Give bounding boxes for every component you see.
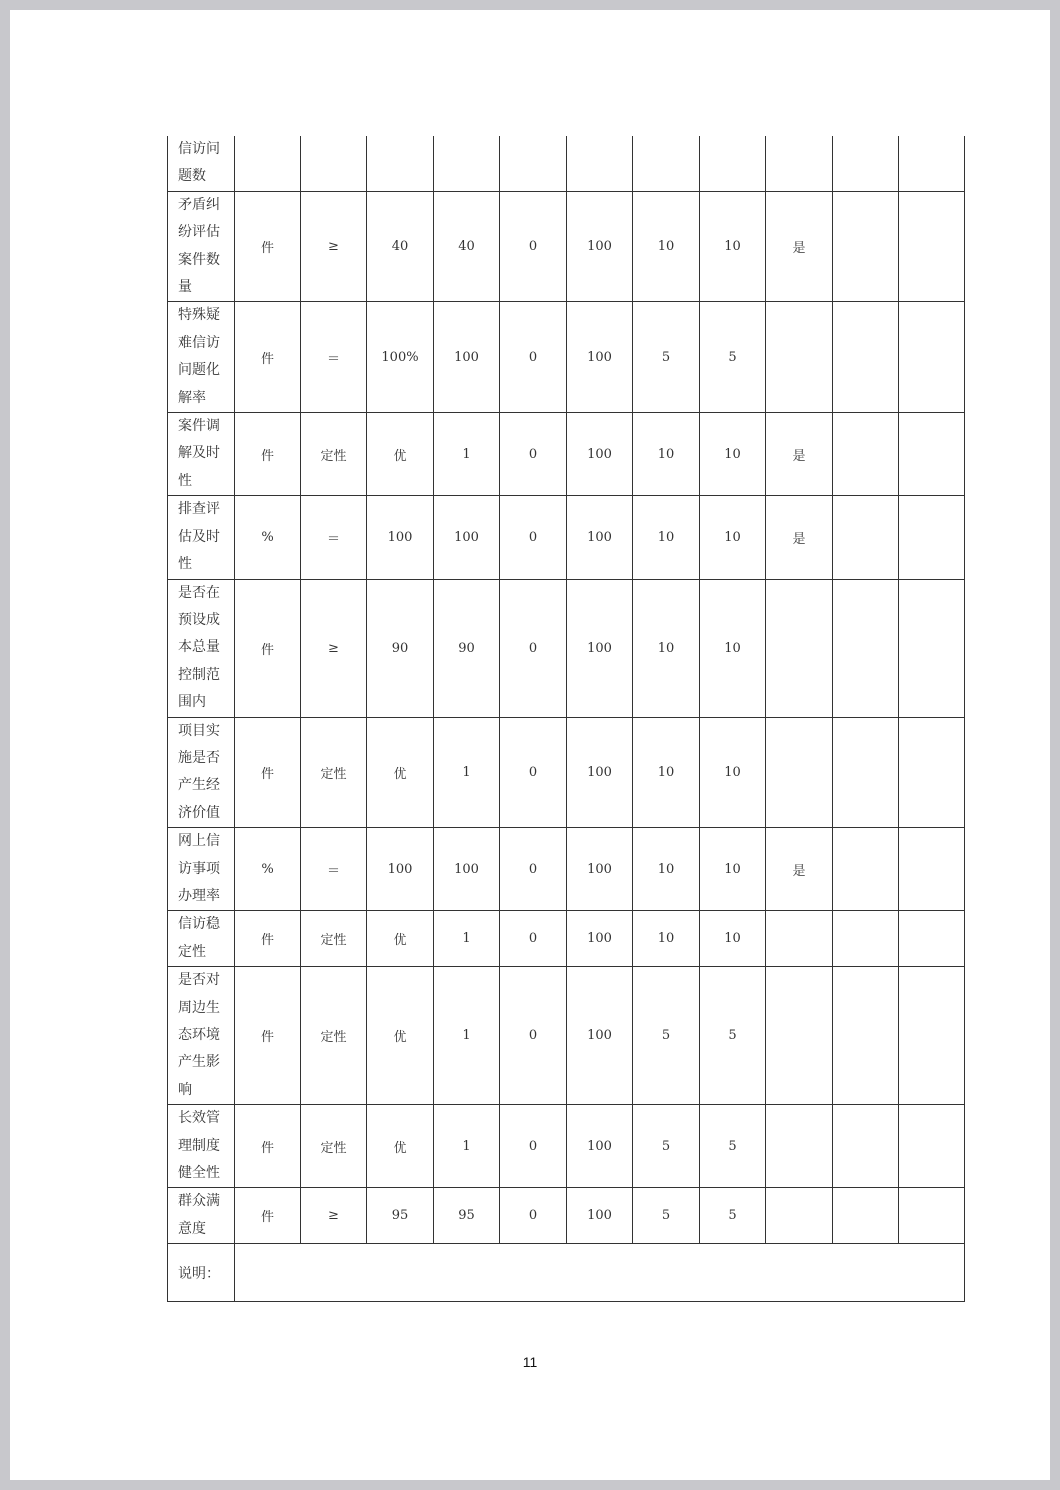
cell-name: 群众满意度 — [168, 1188, 235, 1244]
cell-name: 矛盾纠纷评估案件数量 — [168, 191, 235, 302]
cell-mark — [766, 579, 833, 717]
cell-target: 优 — [367, 717, 434, 828]
cell-actual: 100 — [434, 302, 500, 413]
cell-unit: 件 — [235, 579, 301, 717]
table-row — [168, 579, 965, 717]
cell-deviation: 0 — [500, 302, 567, 413]
cell-weight: 10 — [633, 413, 700, 496]
cell-actual: 90 — [434, 579, 500, 717]
cell-rate: 100 — [567, 967, 633, 1105]
cell-c11 — [833, 967, 899, 1105]
cell-score: 5 — [700, 1188, 766, 1244]
cell-actual: 1 — [434, 911, 500, 967]
cell-target: 90 — [367, 579, 434, 717]
cell-unit: % — [235, 496, 301, 579]
table-row — [168, 967, 965, 1105]
cell-weight — [633, 136, 700, 191]
cell-rate: 100 — [567, 496, 633, 579]
cell-actual: 1 — [434, 1105, 500, 1188]
cell-target: 100 — [367, 828, 434, 911]
cell-score: 10 — [700, 717, 766, 828]
cell-name: 是否在预设成本总量控制范围内 — [168, 579, 235, 717]
cell-unit: 件 — [235, 413, 301, 496]
cell-weight: 5 — [633, 1188, 700, 1244]
cell-name: 特殊疑难信访问题化解率 — [168, 302, 235, 413]
cell-target: 优 — [367, 1105, 434, 1188]
table-row — [168, 717, 965, 828]
cell-op — [301, 136, 367, 191]
cell-unit: 件 — [235, 911, 301, 967]
cell-c12 — [899, 496, 965, 579]
cell-deviation: 0 — [500, 191, 567, 302]
cell-c12 — [899, 191, 965, 302]
cell-c12 — [899, 828, 965, 911]
cell-score — [700, 136, 766, 191]
cell-score: 5 — [700, 967, 766, 1105]
cell-mark: 是 — [766, 828, 833, 911]
cell-rate: 100 — [567, 579, 633, 717]
cell-deviation: 0 — [500, 911, 567, 967]
table-row — [168, 1105, 965, 1188]
cell-op: ≥ — [301, 1188, 367, 1244]
table-row — [168, 1188, 965, 1244]
cell-actual — [434, 136, 500, 191]
cell-c11 — [833, 717, 899, 828]
cell-name: 信访稳定性 — [168, 911, 235, 967]
cell-actual: 1 — [434, 717, 500, 828]
cell-name: 案件调解及时性 — [168, 413, 235, 496]
cell-c11 — [833, 302, 899, 413]
cell-weight: 5 — [633, 302, 700, 413]
cell-rate: 100 — [567, 1105, 633, 1188]
cell-target: 95 — [367, 1188, 434, 1244]
document-page — [10, 10, 1050, 1480]
cell-score: 5 — [700, 302, 766, 413]
cell-unit: 件 — [235, 302, 301, 413]
cell-c12 — [899, 579, 965, 717]
cell-c12 — [899, 302, 965, 413]
cell-score: 10 — [700, 911, 766, 967]
cell-mark — [766, 911, 833, 967]
cell-mark: 是 — [766, 413, 833, 496]
cell-score: 10 — [700, 191, 766, 302]
cell-deviation: 0 — [500, 1105, 567, 1188]
cell-op: ＝ — [301, 496, 367, 579]
cell-op: 定性 — [301, 413, 367, 496]
cell-unit: 件 — [235, 1105, 301, 1188]
cell-actual: 95 — [434, 1188, 500, 1244]
cell-op: ≥ — [301, 191, 367, 302]
cell-c11 — [833, 1188, 899, 1244]
cell-deviation: 0 — [500, 828, 567, 911]
cell-unit — [235, 136, 301, 191]
cell-mark — [766, 302, 833, 413]
cell-deviation: 0 — [500, 413, 567, 496]
cell-deviation: 0 — [500, 1188, 567, 1244]
cell-op: 定性 — [301, 967, 367, 1105]
cell-weight: 10 — [633, 911, 700, 967]
table-row — [168, 191, 965, 302]
cell-deviation: 0 — [500, 717, 567, 828]
cell-score: 5 — [700, 1105, 766, 1188]
cell-name: 信访问题数 — [168, 136, 235, 191]
cell-target — [367, 136, 434, 191]
cell-weight: 10 — [633, 579, 700, 717]
table-row — [168, 136, 965, 191]
cell-c12 — [899, 967, 965, 1105]
cell-score: 10 — [700, 579, 766, 717]
cell-c11 — [833, 1105, 899, 1188]
cell-deviation: 0 — [500, 496, 567, 579]
cell-rate: 100 — [567, 191, 633, 302]
cell-score: 10 — [700, 496, 766, 579]
cell-weight: 10 — [633, 717, 700, 828]
cell-rate: 100 — [567, 828, 633, 911]
cell-name: 长效管理制度健全性 — [168, 1105, 235, 1188]
cell-name: 排查评估及时性 — [168, 496, 235, 579]
cell-rate: 100 — [567, 717, 633, 828]
table-row — [168, 911, 965, 967]
table-row — [168, 413, 965, 496]
cell-actual: 1 — [434, 967, 500, 1105]
cell-rate: 100 — [567, 413, 633, 496]
cell-score: 10 — [700, 413, 766, 496]
cell-name: 是否对周边生态环境产生影响 — [168, 967, 235, 1105]
cell-unit: 件 — [235, 967, 301, 1105]
cell-target: 100 — [367, 496, 434, 579]
cell-score: 10 — [700, 828, 766, 911]
cell-rate — [567, 136, 633, 191]
cell-op: ＝ — [301, 302, 367, 413]
table-row — [168, 496, 965, 579]
cell-op: 定性 — [301, 717, 367, 828]
cell-weight: 10 — [633, 496, 700, 579]
note-content — [235, 1244, 965, 1302]
cell-rate: 100 — [567, 1188, 633, 1244]
cell-c11 — [833, 191, 899, 302]
cell-target: 优 — [367, 967, 434, 1105]
cell-deviation: 0 — [500, 967, 567, 1105]
cell-op: ＝ — [301, 828, 367, 911]
table-row — [168, 828, 965, 911]
cell-mark: 是 — [766, 191, 833, 302]
cell-mark — [766, 1188, 833, 1244]
cell-mark: 是 — [766, 496, 833, 579]
cell-name: 网上信访事项办理率 — [168, 828, 235, 911]
cell-rate: 100 — [567, 911, 633, 967]
cell-target: 100% — [367, 302, 434, 413]
cell-c11 — [833, 413, 899, 496]
cell-unit: 件 — [235, 191, 301, 302]
cell-actual: 100 — [434, 828, 500, 911]
page-number: 11 — [522, 1354, 538, 1370]
cell-mark — [766, 717, 833, 828]
cell-target: 优 — [367, 413, 434, 496]
cell-target: 40 — [367, 191, 434, 302]
cell-actual: 40 — [434, 191, 500, 302]
cell-weight: 5 — [633, 967, 700, 1105]
cell-mark — [766, 967, 833, 1105]
table-row — [168, 302, 965, 413]
cell-c11 — [833, 136, 899, 191]
cell-deviation — [500, 136, 567, 191]
cell-unit: 件 — [235, 717, 301, 828]
cell-target: 优 — [367, 911, 434, 967]
performance-table — [167, 136, 965, 1302]
cell-rate: 100 — [567, 302, 633, 413]
cell-c11 — [833, 828, 899, 911]
cell-unit: % — [235, 828, 301, 911]
cell-c11 — [833, 496, 899, 579]
cell-name: 项目实施是否产生经济价值 — [168, 717, 235, 828]
cell-op: 定性 — [301, 911, 367, 967]
cell-c12 — [899, 413, 965, 496]
cell-c11 — [833, 911, 899, 967]
cell-weight: 10 — [633, 828, 700, 911]
cell-deviation: 0 — [500, 579, 567, 717]
cell-unit: 件 — [235, 1188, 301, 1244]
cell-weight: 10 — [633, 191, 700, 302]
cell-c12 — [899, 136, 965, 191]
cell-c12 — [899, 717, 965, 828]
cell-actual: 1 — [434, 413, 500, 496]
cell-c12 — [899, 1105, 965, 1188]
cell-mark — [766, 1105, 833, 1188]
cell-weight: 5 — [633, 1105, 700, 1188]
cell-c12 — [899, 1188, 965, 1244]
cell-c12 — [899, 911, 965, 967]
cell-actual: 100 — [434, 496, 500, 579]
cell-op: ≥ — [301, 579, 367, 717]
cell-op: 定性 — [301, 1105, 367, 1188]
cell-mark — [766, 136, 833, 191]
note-label: 说明： — [168, 1244, 235, 1302]
note-row — [168, 1244, 965, 1302]
cell-c11 — [833, 579, 899, 717]
